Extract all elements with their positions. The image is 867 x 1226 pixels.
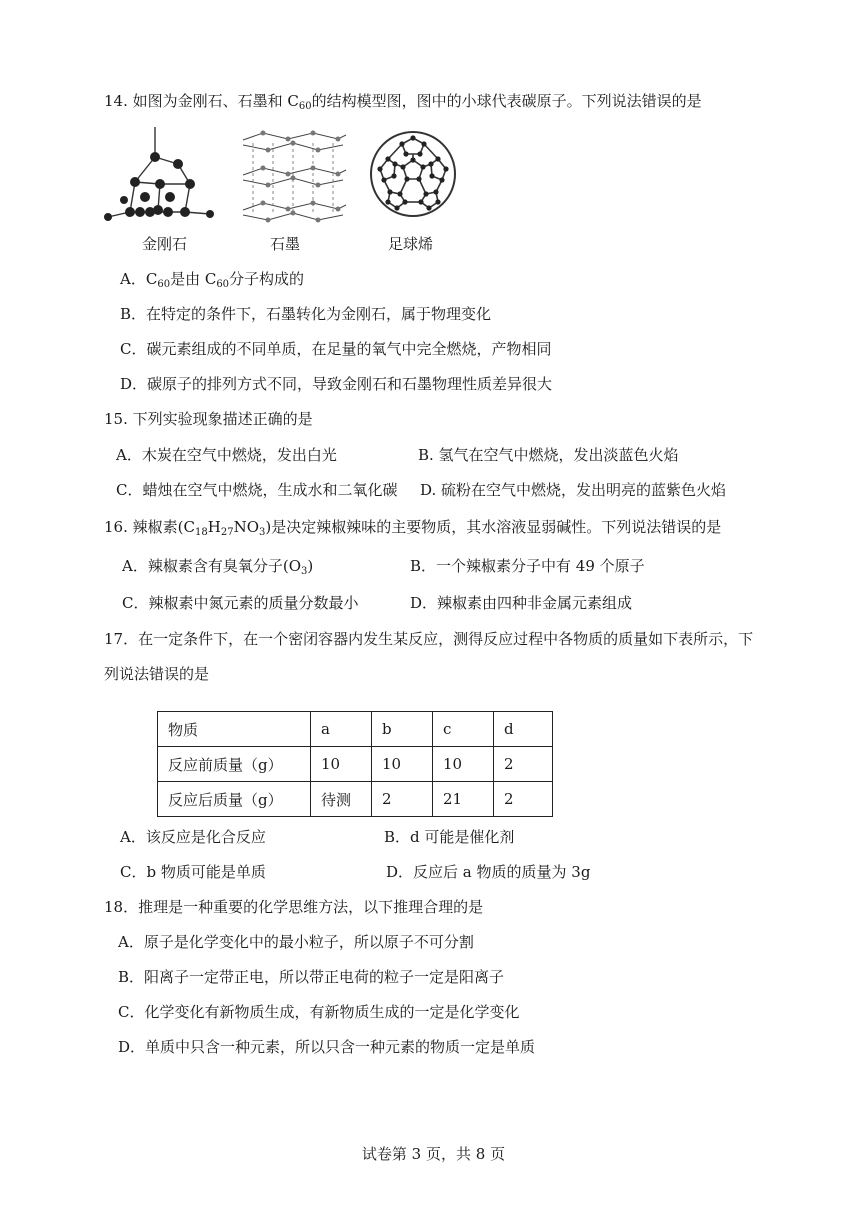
table-cell: 反应后质量（g） — [158, 782, 311, 817]
q18-option-c: C．化学变化有新物质生成，有新物质生成的一定是化学变化 — [118, 1003, 520, 1021]
table-header-row — [158, 712, 553, 747]
q14-option-d: D．碳原子的排列方式不同，导致金刚石和石墨物理性质差异很大 — [120, 375, 553, 393]
diamond-structure-figure — [100, 122, 220, 227]
q14-option-c: C．碳元素组成的不同单质，在足量的氧气中完全燃烧，产物相同 — [120, 340, 552, 358]
q16-option-a: A．辣椒素含有臭氧分子$(O_3)$ — [122, 557, 314, 577]
q17-option-c: C．b 物质可能是单质 — [120, 863, 266, 881]
q17-option-d: D．反应后 a 物质的质量为 3g — [386, 863, 591, 881]
table-cell: 10 — [372, 747, 433, 782]
q14-number: 14. — [104, 92, 128, 110]
q18-option-a: A．原子是化学变化中的最小粒子，所以原子不可分割 — [118, 933, 474, 951]
table-cell: a — [311, 712, 372, 747]
q16-option-d: D．辣椒素由四种非金属元素组成 — [410, 594, 633, 612]
q17-stem-line1: 17．在一定条件下，在一个密闭容器内发生某反应，测得反应过程中各物质的质量如下表所示，下 — [104, 630, 754, 648]
table-cell: d — [494, 712, 553, 747]
q15-option-b: B. 氢气在空气中燃烧，发出淡蓝色火焰 — [418, 446, 679, 464]
table-cell: 物质 — [158, 712, 311, 747]
q15-option-d: D. 硫粉在空气中燃烧，发出明亮的蓝紫色火焰 — [420, 481, 727, 499]
table-cell: 待测 — [311, 782, 372, 817]
table-cell: 反应前质量（g） — [158, 747, 311, 782]
fullerene-structure-figure — [368, 124, 458, 224]
q18-stem: 18．推理是一种重要的化学思维方法，以下推理合理的是 — [104, 898, 484, 916]
table-cell: c — [433, 712, 494, 747]
q15-option-a: A．木炭在空气中燃烧，发出白光 — [116, 446, 337, 464]
caption-diamond: 金刚石 — [142, 235, 188, 253]
graphite-structure-figure — [238, 125, 350, 225]
table-row — [158, 782, 553, 817]
q14-stem: 14. 如图为金刚石、石墨和 $C_{60}$的结构模型图，图中的小球代表碳原子。下列说法错误的是 — [104, 92, 702, 112]
q16-option-c: C．辣椒素中氮元素的质量分数最小 — [122, 594, 359, 612]
q14-option-a: A．$C_{60}$是由 $C_{60}$分子构成的 — [120, 270, 305, 290]
q18-option-d: D．单质中只含一种元素，所以只含一种元素的物质一定是单质 — [118, 1038, 536, 1056]
caption-fullerene: 足球烯 — [388, 235, 434, 253]
q18-option-b: B．阳离子一定带正电，所以带正电荷的粒子一定是阳离子 — [118, 968, 505, 986]
table-cell: 2 — [494, 747, 553, 782]
table-cell: b — [372, 712, 433, 747]
table-cell: 2 — [494, 782, 553, 817]
q16-stem: 16. 辣椒素$(C_{18}H_{27}NO_3)$是决定辣椒辣味的主要物质，其水溶液显弱碱性。下列说法错误的是 — [104, 518, 722, 538]
q17-stem-line2: 列说法错误的是 — [104, 665, 210, 683]
table-cell: 10 — [311, 747, 372, 782]
carbon-structure-figures — [100, 122, 460, 257]
q16-option-b: B．一个辣椒素分子中有 49 个原子 — [410, 557, 645, 575]
caption-graphite: 石墨 — [270, 235, 301, 253]
q14-option-b: B．在特定的条件下，石墨转化为金刚石，属于物理变化 — [120, 305, 492, 323]
table-cell: 2 — [372, 782, 433, 817]
q17-option-a: A．该反应是化合反应 — [120, 828, 266, 846]
table-cell: 21 — [433, 782, 494, 817]
mass-table — [157, 711, 553, 817]
q15-stem: 15. 下列实验现象描述正确的是 — [104, 410, 313, 428]
table-cell: 10 — [433, 747, 494, 782]
q15-option-c: C．蜡烛在空气中燃烧，生成水和二氧化碳 — [116, 481, 398, 499]
q17-option-b: B．d 可能是催化剂 — [384, 828, 515, 846]
page-footer: 试卷第 3 页，共 8 页 — [361, 1145, 506, 1163]
table-row — [158, 747, 553, 782]
